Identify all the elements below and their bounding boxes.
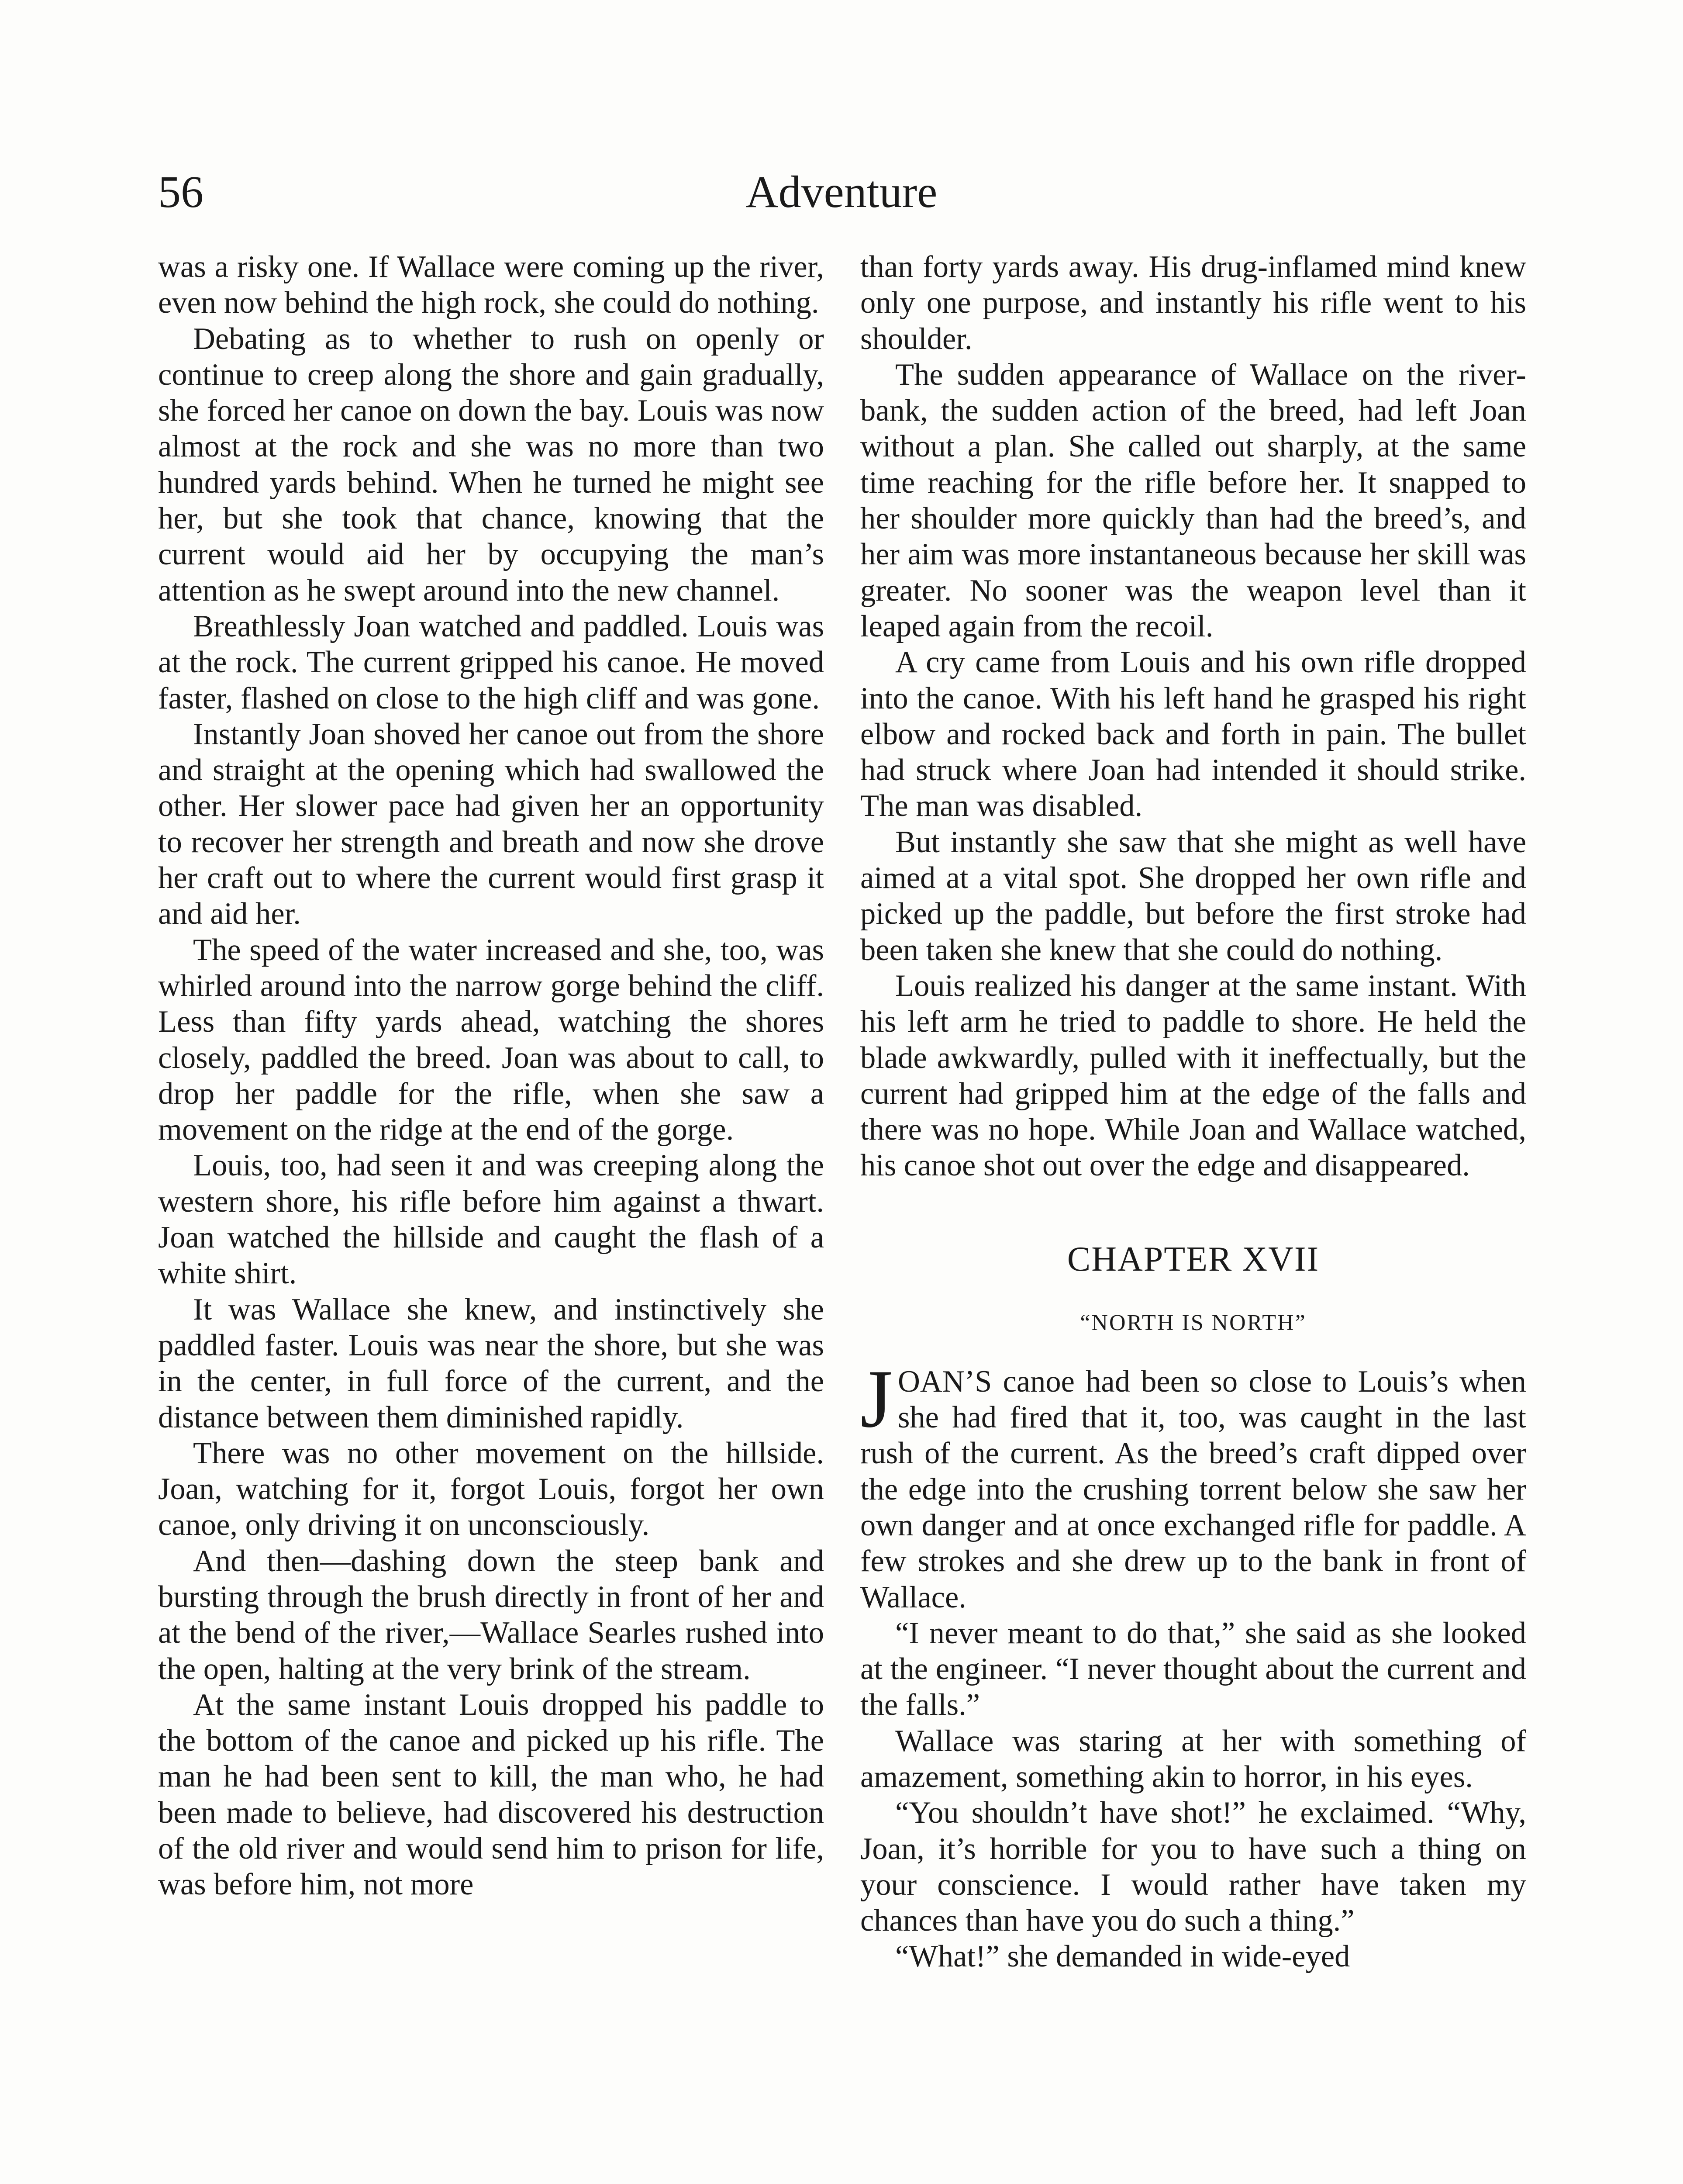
- paragraph: There was no other movement on the hillside. Joan, watching for it, forgot Louis, forgot her own canoe, only driving it on unconsciously.: [158, 1436, 824, 1542]
- paragraph: At the same instant Louis dropped his paddle to the bottom of the canoe and picked up his rifle. The man he had been sent to kill, the man who, he had been made to believe, had discovered his destruction of the old river and would send him to prison for life, was before him, not more: [158, 1687, 824, 1902]
- paragraph: The sudden appearance of Wallace on the river-bank, the sudden action of the breed, had left Joan without a plan. She called out sharply, at the same time reaching for the rifle before her. It snapped to her shoulder more quickly than had the breed’s, and her aim was more instantaneous because her skill was greater. No sooner was the weapon level than it leaped again from the recoil.: [860, 357, 1526, 643]
- paragraph: It was Wallace she knew, and instinctively she paddled faster. Louis was near the shore, but she was in the center, in full force of the current, and the distance between them diminished rapidly.: [158, 1292, 824, 1434]
- paragraph: A cry came from Louis and his own rifle dropped into the canoe. With his left hand he grasped his right elbow and rocked back and forth in pain. The bullet had struck where Joan had intended it should strike. The man was disabled.: [860, 645, 1526, 823]
- paragraph: than forty yards away. His drug-inflamed mind knew only one purpose, and instantly his rifle went to his shoulder.: [860, 250, 1526, 356]
- chapter-opening-paragraph: [860, 1353, 1526, 1615]
- drop-cap: J: [860, 1353, 893, 1445]
- left-column: [158, 249, 824, 1903]
- paragraph: Louis, too, had seen it and was creeping along the western shore, his rifle before him against a thwart. Joan watched the hillside and caught the flash of a white shirt.: [158, 1148, 824, 1291]
- paragraph: Wallace was staring at her with something of amazement, something akin to horror, in his eyes.: [860, 1724, 1526, 1794]
- running-title: Adventure: [745, 167, 938, 217]
- paragraph: Breathlessly Joan watched and paddled. Louis was at the rock. The current gripped his canoe. He moved faster, flashed on close to the high cliff and was gone.: [158, 609, 824, 715]
- opening-text: OAN’S canoe had been so close to Louis’s when she had fired that it, too, was caught in the last rush of the current. As the breed’s craft dipped over the edge into the crushing torrent below she saw her own danger and at once exchanged rifle for paddle. A few strokes and she drew up to the bank in front of Wallace.: [860, 1364, 1526, 1614]
- paragraph: “What!” she demanded in wide-eyed: [895, 1939, 1350, 1974]
- paragraph: And then—dashing down the steep bank and bursting through the brush directly in front of her and at the bend of the river,—Wallace Searles rushed into the open, halting at the very brink of the stream.: [158, 1544, 824, 1686]
- chapter-title: CHAPTER XVII: [1067, 1240, 1320, 1279]
- paragraph: The speed of the water increased and she, too, was whirled around into the narrow gorge behind the cliff. Less than fifty yards ahead, watching the shores closely, paddled the breed. Joan was about to call, to drop her paddle for the rifle, when she saw a movement on the ridge at the end of the gorge.: [158, 933, 824, 1147]
- paragraph: But instantly she saw that she might as well have aimed at a vital spot. She dropped her own rifle and picked up the paddle, but before the first stroke had been taken she knew that she could do nothing.: [860, 825, 1526, 967]
- paragraph: Louis realized his danger at the same instant. With his left arm he tried to paddle to shore. He held the blade awkwardly, pulled with it ineffectually, but the current had gripped him at the edge of the falls and there was no hope. While Joan and Wallace watched, his canoe shot out over the edge and disappeared.: [860, 968, 1526, 1183]
- right-column: [860, 249, 1526, 1975]
- paragraph: “You shouldn’t have shot!” he exclaimed. “Why, Joan, it’s horrible for you to have such a thing on your conscience. I would rather have taken my chances than have you do such a thing.”: [860, 1796, 1526, 1938]
- page-number: 56: [158, 167, 203, 217]
- paragraph: Debating as to whether to rush on openly or continue to creep along the shore and gain gradually, she forced her canoe on down the bay. Louis was now almost at the rock and she was no more than two hundred yards behind. When he turned he might see her, but she took that chance, knowing that the current would aid her by occupying the man’s attention as he swept around into the new channel.: [158, 321, 824, 608]
- paragraph: was a risky one. If Wallace were coming up the river, even now behind the high rock, she could do nothing.: [158, 250, 824, 320]
- paragraph: Instantly Joan shoved her canoe out from the shore and straight at the opening which had swallowed the other. Her slower pace had given her an opportunity to recover her strength and breath and now she drove her craft out to where the current would first grasp it and aid her.: [158, 717, 824, 931]
- chapter-subtitle: “NORTH IS NORTH”: [1080, 1310, 1307, 1335]
- paragraph: “I never meant to do that,” she said as she looked at the engineer. “I never thought about the current and the falls.”: [860, 1616, 1526, 1722]
- page-header: [0, 162, 1683, 223]
